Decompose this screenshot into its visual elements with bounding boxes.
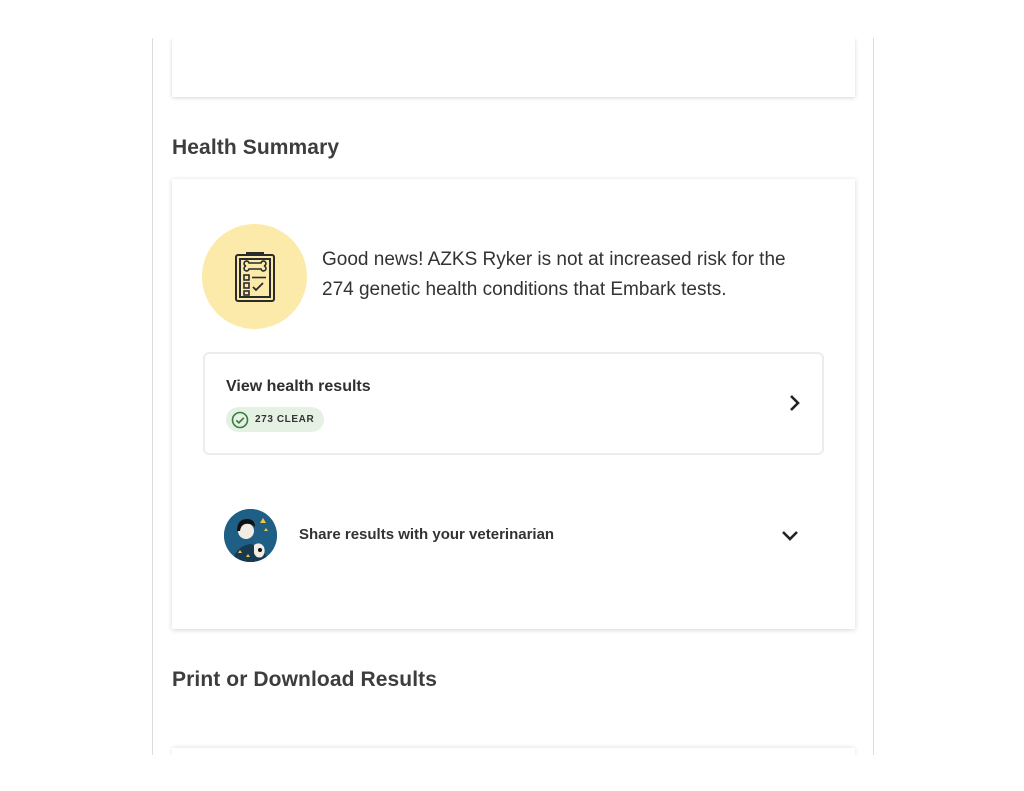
view-health-results-button[interactable]: [203, 352, 824, 455]
veterinarian-avatar: [224, 509, 277, 562]
clear-count-badge: [226, 407, 324, 432]
clear-count-text: 273 CLEAR: [255, 414, 315, 425]
health-summary-heading: Health Summary: [172, 136, 340, 159]
content-frame: [152, 38, 874, 755]
chevron-down-icon: [781, 529, 799, 541]
share-with-vet-label: Share results with your veterinarian: [299, 526, 555, 543]
previous-section-card: [172, 38, 855, 97]
health-badge: [202, 224, 307, 329]
print-download-card: [172, 748, 855, 755]
view-health-results-label: View health results: [226, 378, 371, 395]
health-summary-message: Good news! AZKS Ryker is not at increased risk for the 274 genetic health conditions that Embark tests.: [322, 249, 786, 300]
clipboard-bone-icon: [233, 251, 277, 303]
print-download-heading: Print or Download Results: [172, 668, 438, 691]
share-with-vet-toggle[interactable]: [224, 508, 799, 564]
check-circle-icon: [231, 411, 249, 429]
health-summary-card: [172, 179, 855, 629]
chevron-right-icon: [788, 394, 800, 412]
